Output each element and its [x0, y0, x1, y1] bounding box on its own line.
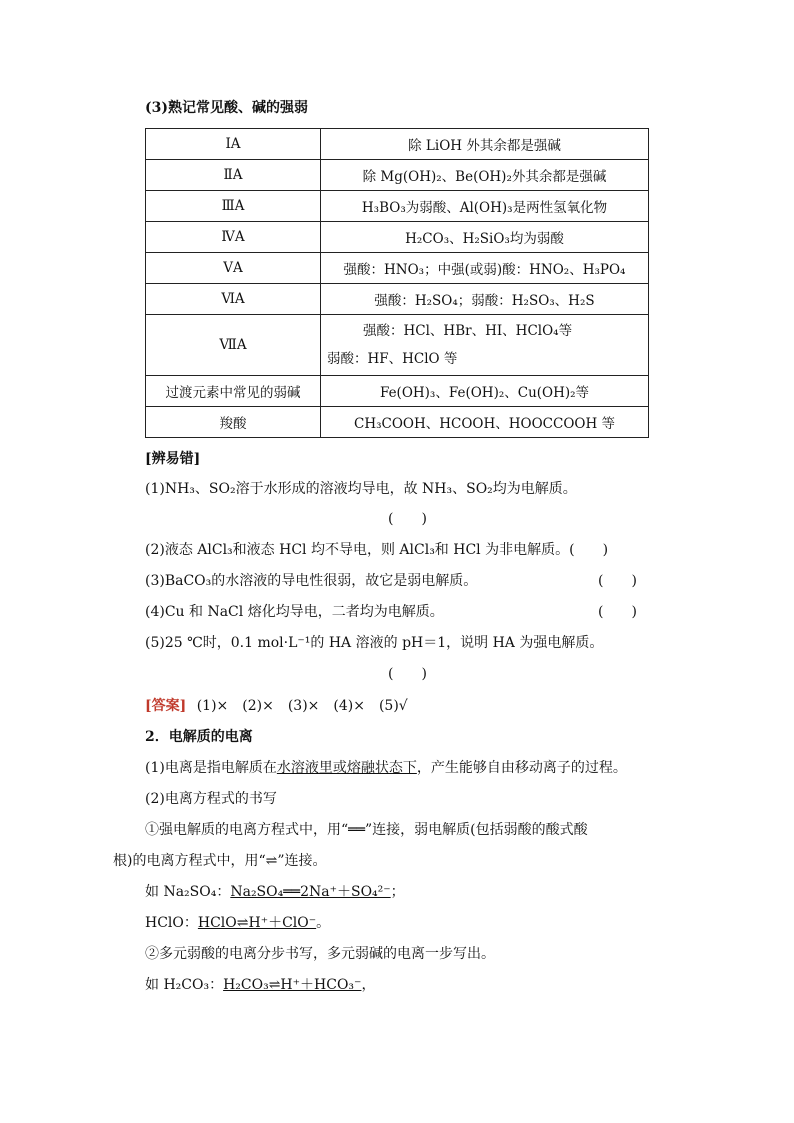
- desc-line: 弱酸：HF、HClO 等: [327, 351, 458, 367]
- table-row: [146, 129, 649, 160]
- answer-line: [145, 696, 408, 716]
- paragraph-2: (2)电离方程式的书写: [145, 791, 277, 807]
- example-3-suffix: ，: [361, 977, 376, 993]
- answer-tag: [答案]: [145, 698, 187, 714]
- paragraph-1-start: (1)电离是指电解质在: [145, 760, 277, 776]
- example-3: [145, 975, 375, 995]
- group-cell: ⅠA: [146, 129, 321, 160]
- desc-cell: CH₃COOH、HCOOH、HOOCCOOH 等: [321, 407, 649, 438]
- table-row: [146, 407, 649, 438]
- question-5: (5)25 ℃时，0.1 mol·L⁻¹的 HA 溶液的 pH＝1，说明 HA 为强电解质。: [145, 635, 604, 651]
- bianyicuo-tag: [辨易错]: [145, 451, 201, 467]
- example-2-suffix: 。: [316, 915, 331, 931]
- group-cell: 羧酸: [146, 407, 321, 438]
- group-cell: 过渡元素中常见的弱碱: [146, 376, 321, 407]
- desc-cell: Fe(OH)₃、Fe(OH)₂、Cu(OH)₂等: [321, 376, 649, 407]
- group-cell: ⅤA: [146, 253, 321, 284]
- paragraph-3-line-1: ①强电解质的电离方程式中，用“══”连接，弱电解质(包括弱酸的酸式酸: [145, 822, 588, 838]
- example-2: [145, 913, 330, 933]
- example-1-equation: Na₂SO₄══2Na⁺＋SO₄²⁻: [230, 884, 391, 900]
- example-1-suffix: ；: [390, 884, 405, 900]
- desc-cell: [321, 315, 649, 376]
- desc-cell: 除 Mg(OH)₂、Be(OH)₂外其余都是强碱: [321, 160, 649, 191]
- desc-line: 强酸：HCl、HBr、HI、HClO₄等: [363, 323, 573, 339]
- table-row: [146, 284, 649, 315]
- question-3-bracket: ( ): [598, 573, 637, 589]
- question-5-bracket: ( ): [388, 666, 427, 682]
- example-1: [145, 882, 405, 902]
- underlined-state: 水溶液里或熔融状态下: [276, 760, 417, 776]
- table-row: [146, 191, 649, 222]
- example-3-prefix: 如 H₂CO₃：: [145, 977, 224, 993]
- question-3: (3)BaCO₃的水溶液的导电性很弱，故它是弱电解质。: [145, 573, 478, 589]
- group-cell: ⅡA: [146, 160, 321, 191]
- question-1: (1)NH₃、SO₂溶于水形成的溶液均导电，故 NH₃、SO₂均为电解质。: [145, 481, 577, 497]
- answer-text: (1)× (2)× (3)× (4)× (5)√: [196, 698, 408, 714]
- section-2-title: 2．电解质的电离: [145, 729, 253, 745]
- table-row: [146, 222, 649, 253]
- paragraph-1-end: ，产生能够自由移动离子的过程。: [416, 760, 627, 776]
- question-4: (4)Cu 和 NaCl 熔化均导电，二者均为电解质。: [145, 604, 444, 620]
- example-2-prefix: HClO：: [145, 915, 198, 931]
- example-2-equation: HClO⇌H⁺＋ClO⁻: [197, 915, 317, 931]
- desc-cell: H₃BO₃为弱酸、Al(OH)₃是两性氢氧化物: [321, 191, 649, 222]
- question-2: (2)液态 AlCl₃和液态 HCl 均不导电，则 AlCl₃和 HCl 为非电解质。( ): [145, 542, 609, 558]
- desc-cell: 强酸：HNO₃；中强(或弱)酸：HNO₂、H₃PO₄: [321, 253, 649, 284]
- paragraph-4: ②多元弱酸的电离分步书写，多元弱碱的电离一步写出。: [145, 946, 495, 962]
- table-row: [146, 376, 649, 407]
- group-cell: ⅦA: [146, 315, 321, 376]
- example-1-prefix: 如 Na₂SO₄：: [145, 884, 231, 900]
- paragraph-3-line-2: 根)的电离方程式中，用“⇌”连接。: [113, 853, 327, 869]
- paragraph-1: [145, 758, 627, 778]
- question-1-bracket: ( ): [388, 511, 427, 527]
- desc-cell: H₂CO₃、H₂SiO₃均为弱酸: [321, 222, 649, 253]
- group-cell: ⅥA: [146, 284, 321, 315]
- table-row: [146, 315, 649, 376]
- acid-base-strength-table: [145, 128, 649, 438]
- example-3-equation: H₂CO₃⇌H⁺＋HCO₃⁻: [223, 977, 362, 993]
- table-row: [146, 160, 649, 191]
- group-cell: ⅣA: [146, 222, 321, 253]
- table-row: [146, 253, 649, 284]
- group-cell: ⅢA: [146, 191, 321, 222]
- section-3-title: (3)熟记常见酸、碱的强弱: [145, 100, 308, 116]
- desc-cell: 强酸：H₂SO₄；弱酸：H₂SO₃、H₂S: [321, 284, 649, 315]
- question-4-bracket: ( ): [598, 604, 637, 620]
- desc-cell: 除 LiOH 外其余都是强碱: [321, 129, 649, 160]
